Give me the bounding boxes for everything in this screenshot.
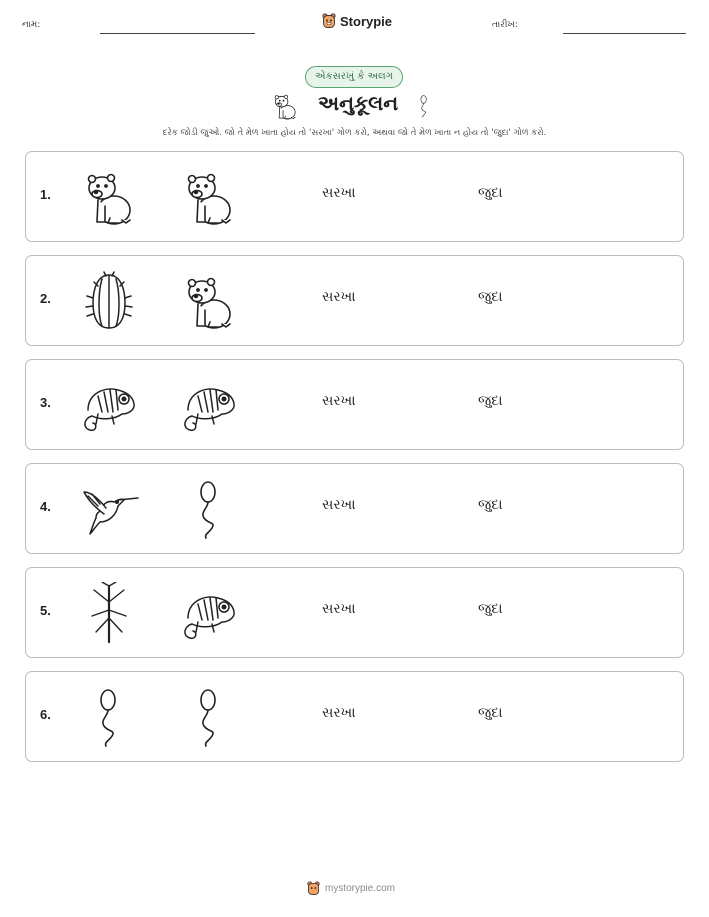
sperm-cell-icon [178,686,240,748]
page-title: અનુકૂલન [318,91,399,115]
different-option[interactable]: જુદા [478,601,503,617]
same-option[interactable]: સરખા [322,289,356,305]
stick-insect-icon [78,582,140,644]
different-option[interactable]: જુદા [478,393,503,409]
date-label: તારીખ: [492,20,518,30]
category-badge: એકસરખું કે અલગ [305,66,403,88]
question-row [25,255,684,346]
same-option[interactable]: સરખા [322,393,356,409]
hummingbird-icon [78,478,140,540]
footer-url[interactable]: mystorypie.com [325,883,396,894]
brand-logo [322,13,392,29]
different-option[interactable]: જુદા [478,289,503,305]
polar-bear-icon [178,166,240,228]
question-row [25,151,684,242]
name-label: નામ: [22,20,41,30]
sperm-cell-icon [178,478,240,540]
name-line[interactable] [100,33,255,34]
sperm-cell-icon [78,686,140,748]
date-line[interactable] [563,33,686,34]
same-option[interactable]: સરખા [322,497,356,513]
same-option[interactable]: સરખા [322,705,356,721]
row-number: 5. [40,603,51,618]
polar-bear-icon [270,91,300,121]
footer [307,881,395,896]
different-option[interactable]: જુદા [478,705,503,721]
title-row [0,91,709,123]
polar-bear-icon [78,166,140,228]
row-number: 3. [40,395,51,410]
question-row [25,671,684,762]
storypie-mascot-icon [322,13,336,29]
question-row [25,359,684,450]
cactus-icon [78,270,140,332]
storypie-mascot-icon [307,881,320,896]
brand-name: Storypie [340,13,393,29]
row-number: 6. [40,707,51,722]
chameleon-icon [78,374,140,436]
different-option[interactable]: જુદા [478,185,503,201]
chameleon-icon [178,374,240,436]
question-row [25,567,684,658]
row-number: 2. [40,291,51,306]
row-number: 1. [40,187,51,202]
same-option[interactable]: સરખા [322,185,356,201]
question-row [25,463,684,554]
sperm-cell-icon [412,91,436,121]
polar-bear-icon [178,270,240,332]
same-option[interactable]: સરખા [322,601,356,617]
instructions: દરેક જોડી જુઓ. જો તે મેળ ખાતા હોય તો 'સરખા' ગોળ કરો, અથવા જો તે મેળ ખાતા ન હોય તો 'જુદા' ગોળ કરો. [162,128,547,138]
chameleon-icon [178,582,240,644]
row-number: 4. [40,499,51,514]
different-option[interactable]: જુદા [478,497,503,513]
